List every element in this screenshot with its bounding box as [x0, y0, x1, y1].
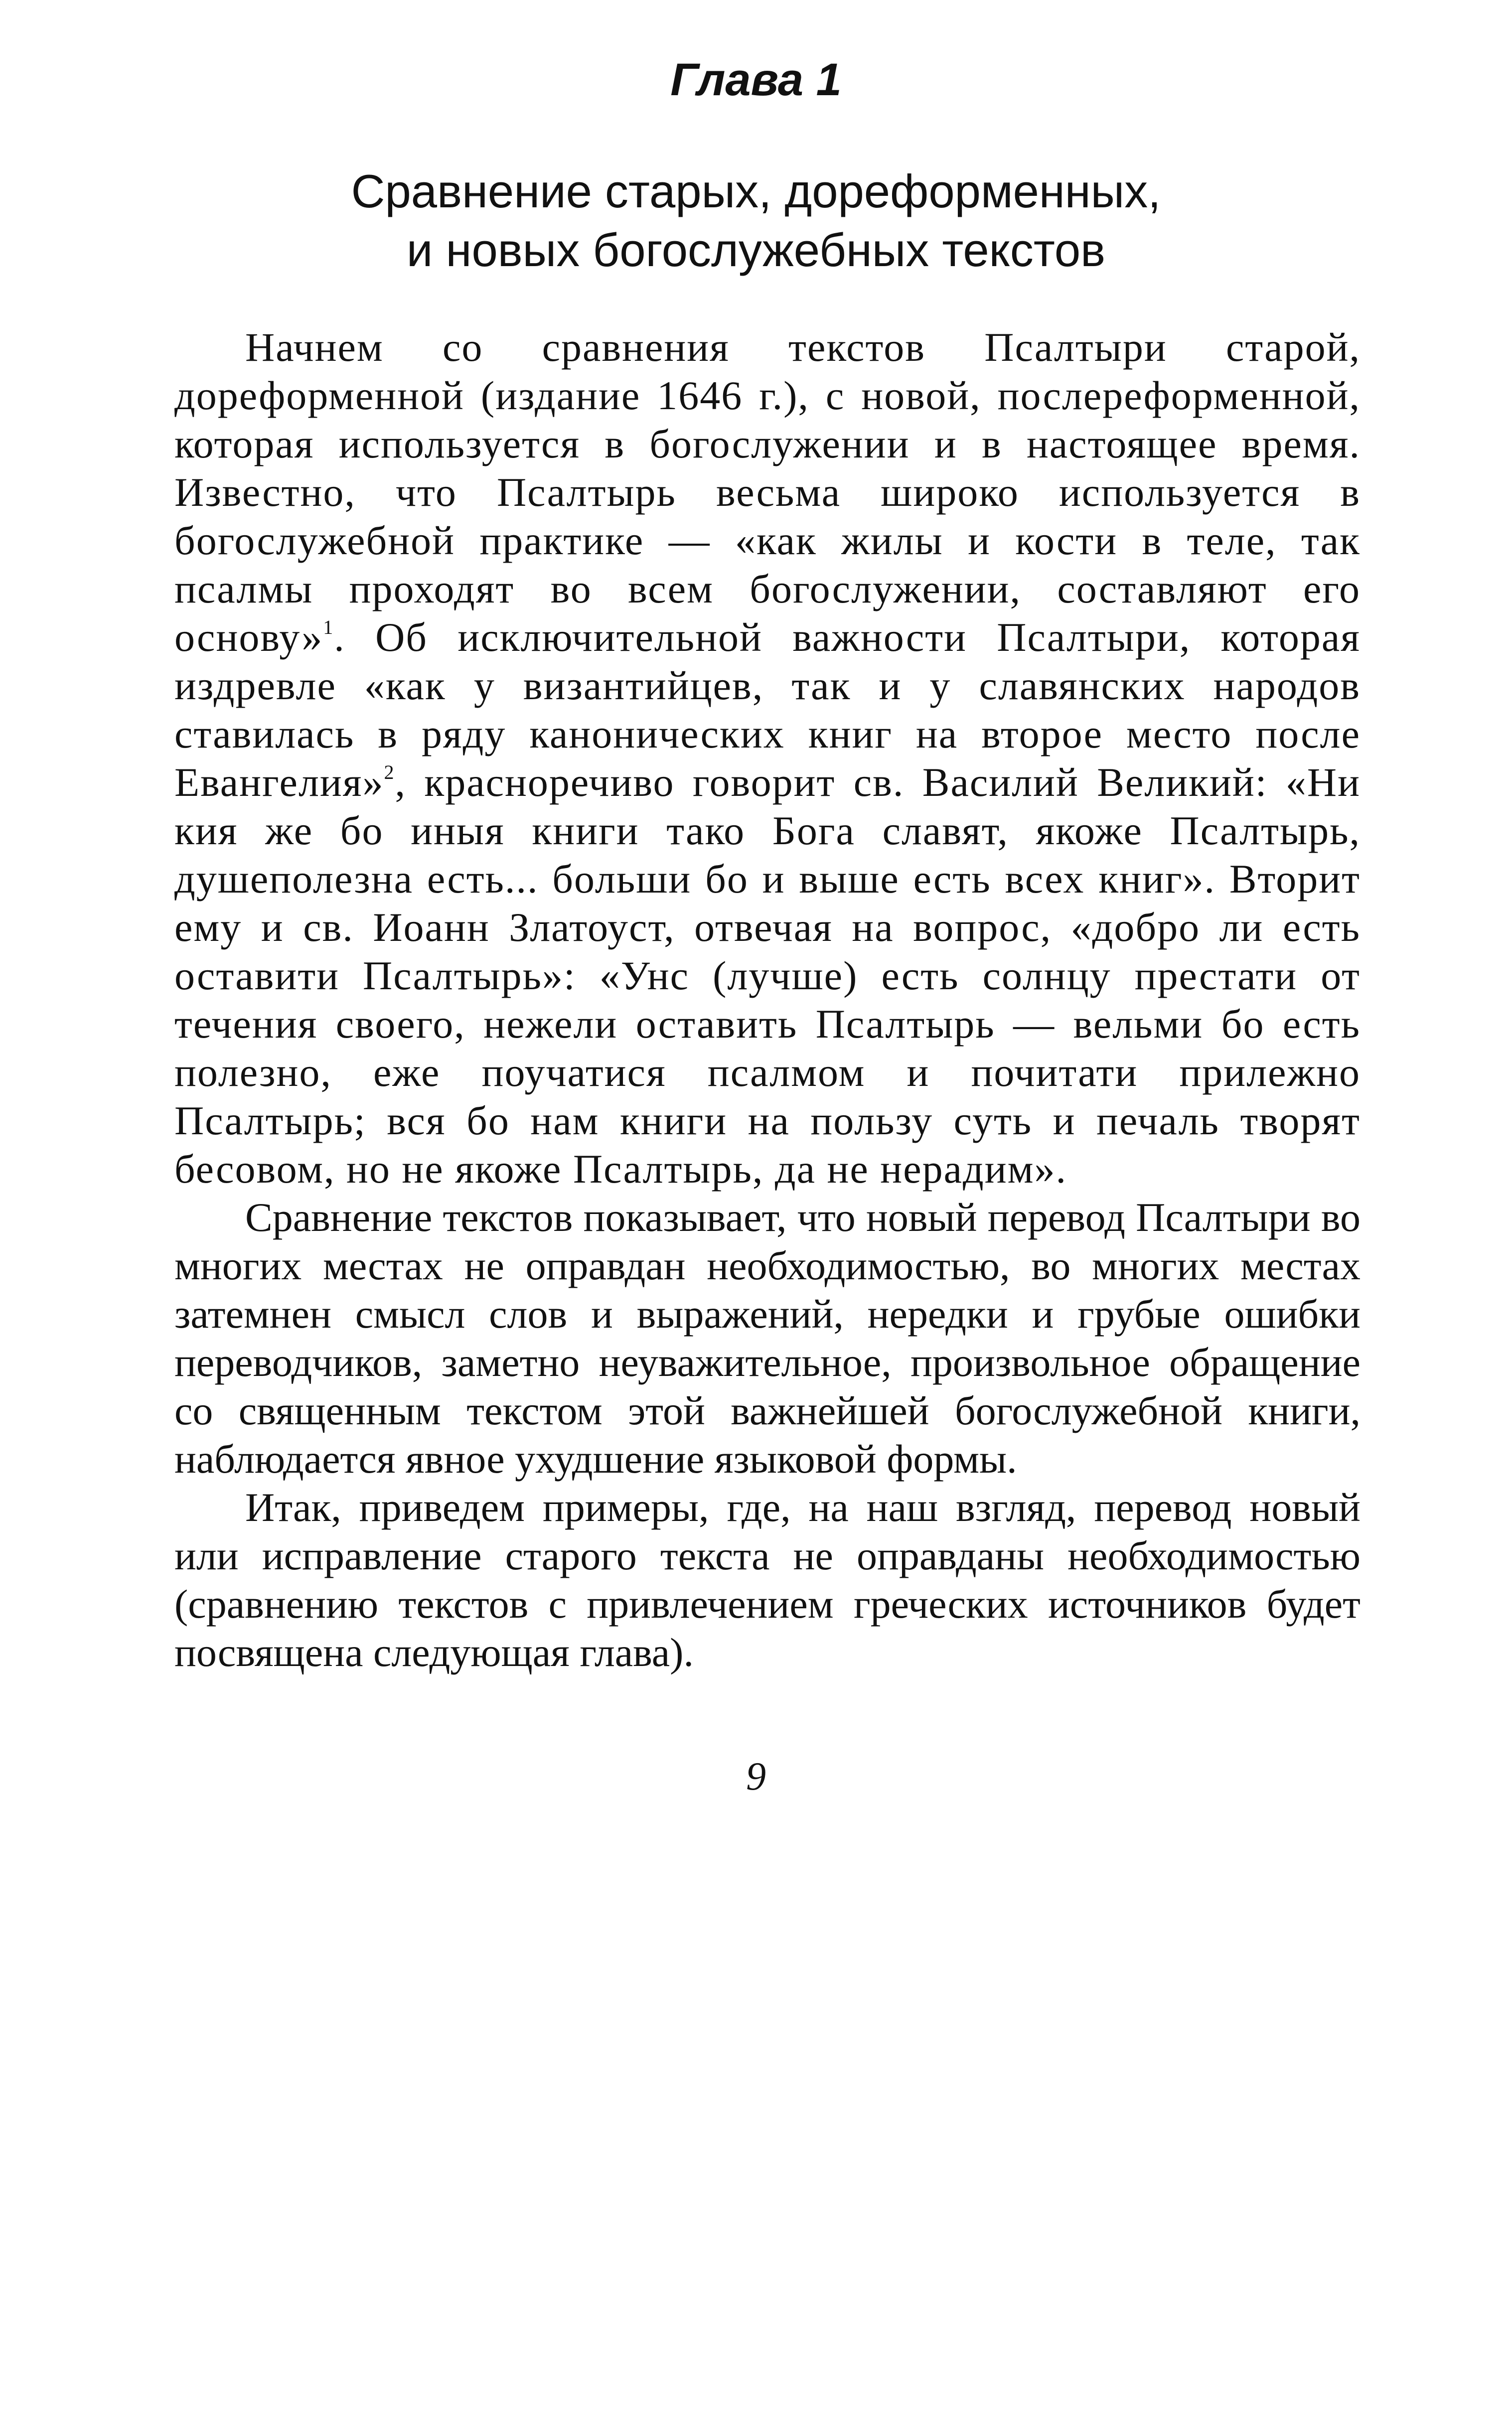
paragraph-1-part-1: Начнем со сравнения текстов Псалтыри старой, дореформенной (издание 1646 г.), с новой, послереформенной, которая используется в богослужении и в настоящее время. Известно, что Псалтырь весьма широко используется в богослужебной практике — «как жилы и кости в теле, так псалмы проходят во всем богослужении, составляют его основу»: [174, 324, 1361, 660]
paragraph-2: Сравнение текстов показывает, что новый перевод Псалтыри во многих местах не оправдан необходимостью, во многих местах затемнен смысл слов и выражений, нередки и грубые ошибки переводчиков, заметно неуважительное, произвольное обращение со священным текстом этой важнейшей богослужебной книги, наблюдается явное ухудшение языковой формы.: [174, 1195, 1361, 1482]
chapter-label: Глава 1: [670, 54, 842, 105]
paragraph-1: [174, 323, 1361, 1193]
footnote-ref-1: 1: [323, 616, 334, 638]
paragraph-1-part-2: . Об исключительной важности Псалтыри, которая издревле «как у византийцев, так и у славянских народов ставилась в ряду канонических книг на второе место после Евангелия»: [174, 614, 1361, 805]
chapter-title-line-1: Сравнение старых, дореформенных,: [351, 165, 1161, 217]
paragraph-1-part-3: , красноречиво говорит св. Василий Великий: «Ни кия же бо иныя книги тако Бога славят, якоже Псалтырь, душеполезна есть... больши бо и выше есть всех книг». Вторит ему и св. Иоанн Златоуст, отвечая на вопрос, «добро ли есть оставити Псалтырь»: «Унс (лучше) есть солнцу престати от течения своего, нежели оставить Псалтырь — вельми бо есть полезно, еже поучатися псалмом и почитати прилежно Псалтырь; вся бо нам книги на пользу суть и печаль творят бесовом, но не якоже Псалтырь, да не нерадим».: [174, 759, 1361, 1192]
footnote-ref-2: 2: [384, 761, 395, 783]
paragraph-3: Итак, приведем примеры, где, на наш взгляд, перевод новый или исправление старого текста не оправданы необходимостью (сравнению текстов с привлечением греческих источников будет посвящена следующая глава).: [174, 1485, 1361, 1675]
chapter-title-line-2: и новых богослужебных текстов: [406, 224, 1106, 276]
body-text: [174, 323, 1361, 1676]
chapter-title: [0, 162, 1512, 280]
page-number: 9: [746, 1755, 766, 1799]
